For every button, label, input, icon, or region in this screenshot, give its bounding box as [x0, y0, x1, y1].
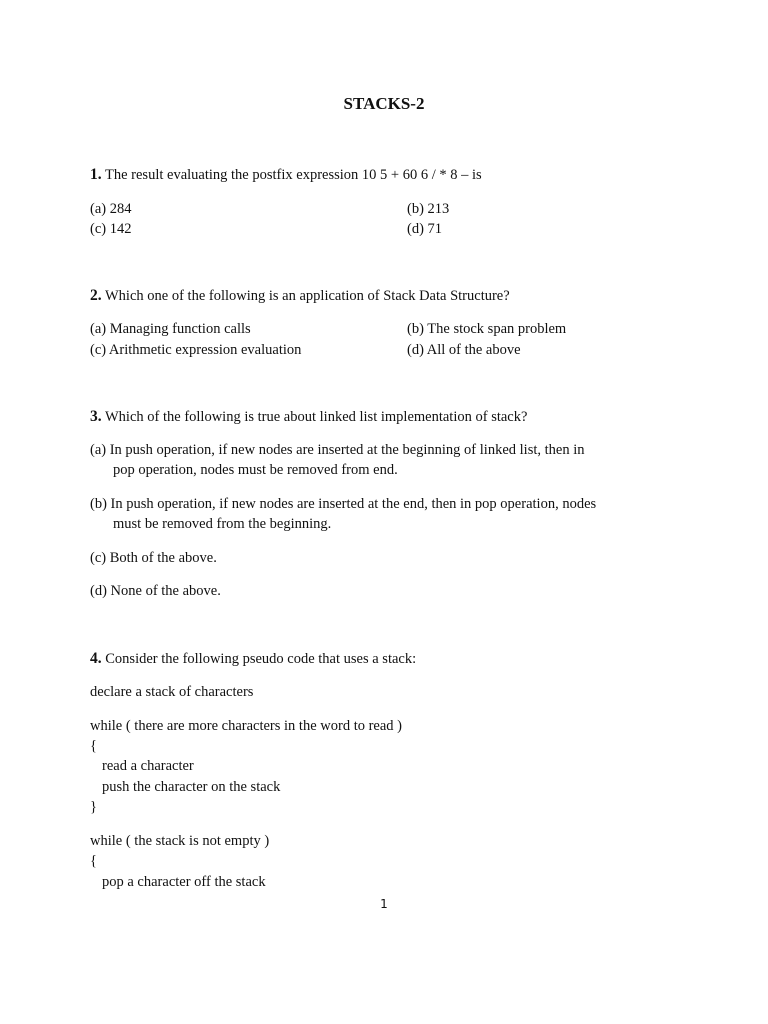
- page-number: 1: [380, 897, 388, 911]
- question-number: 3.: [90, 408, 102, 425]
- option-d: (d) None of the above.: [90, 583, 221, 599]
- question-text: Consider the following pseudo code that uses a stack:: [105, 651, 417, 667]
- option-b: (b) The stock span problem: [407, 321, 567, 337]
- code-line: read a character: [102, 758, 194, 774]
- option-c: (c) Both of the above.: [90, 550, 217, 566]
- code-line: declare a stack of characters: [90, 684, 254, 700]
- option-a-line-1: (a) In push operation, if new nodes are inserted at the beginning of linked list, then in: [90, 442, 585, 458]
- question-text: Which of the following is true about linked list implementation of stack?: [105, 409, 528, 425]
- question-2: [90, 287, 510, 305]
- code-line: {: [90, 738, 97, 754]
- code-line: {: [90, 853, 97, 869]
- question-text: The result evaluating the postfix expression 10 5 + 60 6 / * 8 – is: [105, 167, 482, 183]
- option-a-line-2: pop operation, nodes must be removed from end.: [113, 462, 398, 478]
- option-b-line-1: (b) In push operation, if new nodes are inserted at the end, then in pop operation, nodes: [90, 496, 597, 512]
- option-d: (d) 71: [407, 221, 443, 237]
- question-3: [90, 408, 527, 426]
- option-b-line-2: must be removed from the beginning.: [113, 516, 332, 532]
- question-number: 2.: [90, 287, 102, 304]
- code-line: }: [90, 799, 97, 815]
- code-line: push the character on the stack: [102, 779, 281, 795]
- option-c: (c) 142: [90, 221, 132, 237]
- page-title: STACKS-2: [343, 94, 425, 113]
- code-line: pop a character off the stack: [102, 874, 266, 890]
- option-c: (c) Arithmetic expression evaluation: [90, 342, 302, 358]
- question-number: 1.: [90, 166, 102, 183]
- option-a: (a) Managing function calls: [90, 321, 251, 337]
- code-line: while ( the stack is not empty ): [90, 833, 270, 849]
- option-a: (a) 284: [90, 201, 132, 217]
- option-d: (d) All of the above: [407, 342, 521, 358]
- question-4: [90, 650, 416, 668]
- question-number: 4.: [90, 650, 102, 667]
- question-text: Which one of the following is an application of Stack Data Structure?: [105, 288, 510, 304]
- question-1: [90, 166, 482, 184]
- option-b: (b) 213: [407, 201, 450, 217]
- code-line: while ( there are more characters in the word to read ): [90, 718, 402, 734]
